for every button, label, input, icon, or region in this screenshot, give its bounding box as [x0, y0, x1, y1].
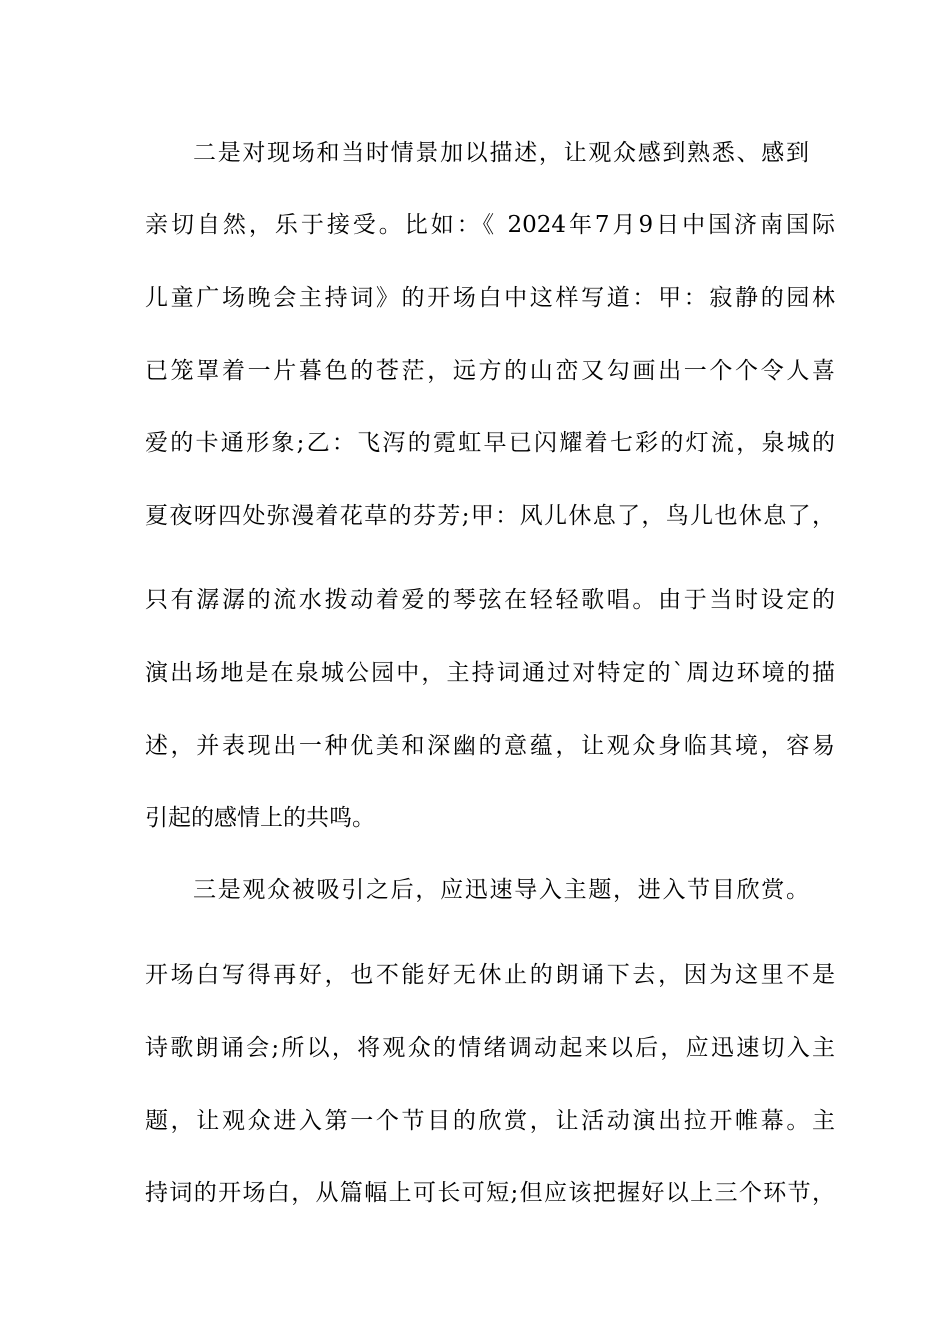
paragraph-2-line-2: 亲切自然，乐于接受。比如：《 2024年7月9日中国济南国际: [145, 212, 835, 238]
paragraph-2-line-7: 只有潺潺的流水拨动着爱的琴弦在轻轻歌唱。由于当时设定的: [145, 587, 835, 613]
paragraph-2-line-5: 爱的卡通形象;乙：飞泻的霓虹早已闪耀着七彩的灯流，泉城的: [145, 430, 835, 456]
paragraph-2-line-10: 引起的感情上的共鸣。: [145, 805, 375, 831]
paragraph-3-line-1: 三是观众被吸引之后，应迅速导入主题，进入节目欣赏。: [193, 877, 809, 903]
paragraph-3-line-2: 开场白写得再好，也不能好无休止的朗诵下去，因为这里不是: [145, 962, 835, 988]
paragraph-3-line-5: 持词的开场白，从篇幅上可长可短;但应该把握好以上三个环节，: [145, 1180, 835, 1206]
paragraph-2-line-6: 夏夜呀四处弥漫着花草的芬芳;甲：风儿休息了，鸟儿也休息了，: [145, 503, 835, 529]
paragraph-3-line-4: 题，让观众进入第一个节目的欣赏，让活动演出拉开帷幕。主: [145, 1108, 835, 1134]
paragraph-2-line-9: 述，并表现出一种优美和深幽的意蕴，让观众身临其境，容易: [145, 733, 835, 759]
paragraph-2-line-8: 演出场地是在泉城公园中，主持词通过对特定的`周边环境的描: [145, 660, 835, 686]
paragraph-3-line-3: 诗歌朗诵会;所以，将观众的情绪调动起来以后，应迅速切入主: [145, 1035, 835, 1061]
paragraph-2-line-3: 儿童广场晚会主持词》的开场白中这样写道：甲：寂静的园林: [145, 285, 835, 311]
paragraph-2-line-4: 已笼罩着一片暮色的苍茫，远方的山峦又勾画出一个个令人喜: [145, 358, 835, 384]
paragraph-2-line-1: 二是对现场和当时情景加以描述，让观众感到熟悉、感到: [193, 140, 809, 166]
